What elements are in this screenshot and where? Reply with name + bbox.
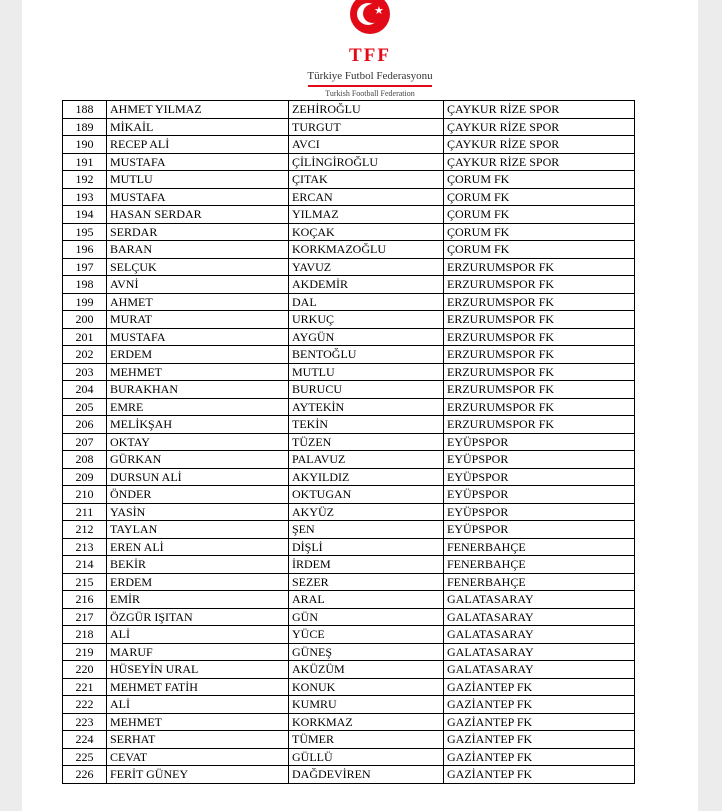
row-number: 220 [63,661,107,679]
surname-cell: AKYÜZ [289,503,444,521]
row-number: 190 [63,136,107,154]
club-cell: ÇORUM FK [444,188,635,206]
row-number: 189 [63,118,107,136]
surname-cell: ARAL [289,591,444,609]
first-name-cell: MEHMET [107,713,289,731]
club-cell: GAZİANTEP FK [444,731,635,749]
surname-cell: ÇİLİNGİROĞLU [289,153,444,171]
surname-cell: AKDEMİR [289,276,444,294]
surname-cell: GÜLLÜ [289,748,444,766]
surname-cell: DAL [289,293,444,311]
club-cell: ERZURUMSPOR FK [444,346,635,364]
surname-cell: ZEHİROĞLU [289,101,444,119]
first-name-cell: ERDEM [107,573,289,591]
club-cell: ÇAYKUR RİZE SPOR [444,136,635,154]
table-row [63,538,635,556]
first-name-cell: OKTAY [107,433,289,451]
club-cell: GALATASARAY [444,661,635,679]
surname-cell: ŞEN [289,521,444,539]
club-cell: FENERBAHÇE [444,538,635,556]
club-cell: EYÜPSPOR [444,486,635,504]
surname-cell: KORKMAZOĞLU [289,241,444,259]
club-cell: ERZURUMSPOR FK [444,311,635,329]
first-name-cell: MUTLU [107,171,289,189]
surname-cell: TURGUT [289,118,444,136]
row-number: 205 [63,398,107,416]
table-row [63,363,635,381]
row-number: 214 [63,556,107,574]
first-name-cell: AHMET [107,293,289,311]
club-cell: GALATASARAY [444,591,635,609]
table-row [63,608,635,626]
surname-cell: TÜZEN [289,433,444,451]
row-number: 216 [63,591,107,609]
first-name-cell: ÖNDER [107,486,289,504]
table-row [63,311,635,329]
row-number: 217 [63,608,107,626]
table-row [63,696,635,714]
club-cell: ÇORUM FK [444,241,635,259]
surname-cell: PALAVUZ [289,451,444,469]
table-row [63,153,635,171]
row-number: 210 [63,486,107,504]
surname-cell: DİŞLİ [289,538,444,556]
row-number: 192 [63,171,107,189]
first-name-cell: EMİR [107,591,289,609]
row-number: 202 [63,346,107,364]
row-number: 198 [63,276,107,294]
row-number: 211 [63,503,107,521]
club-cell: ÇAYKUR RİZE SPOR [444,101,635,119]
surname-cell: AYTEKİN [289,398,444,416]
club-cell: ÇORUM FK [444,171,635,189]
club-cell: ERZURUMSPOR FK [444,381,635,399]
first-name-cell: MURAT [107,311,289,329]
first-name-cell: CEVAT [107,748,289,766]
first-name-cell: HASAN SERDAR [107,206,289,224]
first-name-cell: HÜSEYİN URAL [107,661,289,679]
table-row [63,188,635,206]
club-cell: GALATASARAY [444,626,635,644]
row-number: 212 [63,521,107,539]
first-name-cell: BURAKHAN [107,381,289,399]
surname-cell: DAĞDEVİREN [289,766,444,784]
club-cell: EYÜPSPOR [444,468,635,486]
row-number: 225 [63,748,107,766]
first-name-cell: BEKİR [107,556,289,574]
logo-english-name: Turkish Football Federation [325,89,415,98]
club-cell: ERZURUMSPOR FK [444,258,635,276]
table-row [63,241,635,259]
surname-cell: GÜNEŞ [289,643,444,661]
table-row [63,398,635,416]
row-number: 207 [63,433,107,451]
table-row [63,258,635,276]
club-cell: FENERBAHÇE [444,556,635,574]
first-name-cell: DURSUN ALİ [107,468,289,486]
table-row [63,486,635,504]
table-row [63,521,635,539]
table-row [63,468,635,486]
crescent-star-icon: ★ [350,0,390,34]
first-name-cell: FERİT GÜNEY [107,766,289,784]
table-row [63,136,635,154]
first-name-cell: MİKAİL [107,118,289,136]
table-row [63,573,635,591]
first-name-cell: SERHAT [107,731,289,749]
table-row [63,678,635,696]
surname-cell: BENTOĞLU [289,346,444,364]
first-name-cell: MEHMET [107,363,289,381]
first-name-cell: MUSTAFA [107,328,289,346]
first-name-cell: ALİ [107,626,289,644]
table-row [63,171,635,189]
club-cell: EYÜPSPOR [444,433,635,451]
club-cell: ERZURUMSPOR FK [444,276,635,294]
row-number: 218 [63,626,107,644]
club-cell: ERZURUMSPOR FK [444,416,635,434]
club-cell: EYÜPSPOR [444,503,635,521]
club-cell: GALATASARAY [444,608,635,626]
club-cell: ÇAYKUR RİZE SPOR [444,118,635,136]
club-cell: ÇORUM FK [444,223,635,241]
row-number: 195 [63,223,107,241]
club-cell: GALATASARAY [444,643,635,661]
referee-list-table [62,100,635,784]
row-number: 203 [63,363,107,381]
surname-cell: BURUCU [289,381,444,399]
row-number: 206 [63,416,107,434]
logo-divider [308,85,432,87]
row-number: 204 [63,381,107,399]
club-cell: GAZİANTEP FK [444,766,635,784]
table-row [63,503,635,521]
first-name-cell: MEHMET FATİH [107,678,289,696]
club-cell: ÇORUM FK [444,206,635,224]
logo-full-name: Türkiye Futbol Federasyonu [307,70,433,82]
first-name-cell: GÜRKAN [107,451,289,469]
surname-cell: KUMRU [289,696,444,714]
table-row [63,748,635,766]
tff-logo [302,0,438,99]
row-number: 188 [63,101,107,119]
surname-cell: İRDEM [289,556,444,574]
row-number: 222 [63,696,107,714]
first-name-cell: AVNİ [107,276,289,294]
table-row [63,101,635,119]
surname-cell: AKYILDIZ [289,468,444,486]
table-row [63,643,635,661]
surname-cell: TEKİN [289,416,444,434]
first-name-cell: EMRE [107,398,289,416]
table-row [63,556,635,574]
surname-cell: URKUÇ [289,311,444,329]
table-row [63,416,635,434]
table-row [63,591,635,609]
surname-cell: AYGÜN [289,328,444,346]
logo-abbreviation: TFF [349,45,391,66]
row-number: 215 [63,573,107,591]
surname-cell: OKTUGAN [289,486,444,504]
table-row [63,206,635,224]
surname-cell: ÇITAK [289,171,444,189]
table-row [63,451,635,469]
surname-cell: TÜMER [289,731,444,749]
row-number: 197 [63,258,107,276]
surname-cell: KOÇAK [289,223,444,241]
first-name-cell: SERDAR [107,223,289,241]
club-cell: ERZURUMSPOR FK [444,398,635,416]
first-name-cell: AHMET YILMAZ [107,101,289,119]
surname-cell: ERCAN [289,188,444,206]
first-name-cell: SELÇUK [107,258,289,276]
club-cell: ÇAYKUR RİZE SPOR [444,153,635,171]
club-cell: EYÜPSPOR [444,521,635,539]
row-number: 201 [63,328,107,346]
table-row [63,328,635,346]
row-number: 199 [63,293,107,311]
surname-cell: SEZER [289,573,444,591]
table-row [63,276,635,294]
surname-cell: YILMAZ [289,206,444,224]
surname-cell: GÜN [289,608,444,626]
row-number: 208 [63,451,107,469]
first-name-cell: RECEP ALİ [107,136,289,154]
first-name-cell: ERDEM [107,346,289,364]
row-number: 221 [63,678,107,696]
club-cell: GAZİANTEP FK [444,748,635,766]
first-name-cell: EREN ALİ [107,538,289,556]
first-name-cell: YASİN [107,503,289,521]
surname-cell: KONUK [289,678,444,696]
club-cell: GAZİANTEP FK [444,696,635,714]
surname-cell: MUTLU [289,363,444,381]
row-number: 196 [63,241,107,259]
table-row [63,293,635,311]
club-cell: GAZİANTEP FK [444,713,635,731]
table-row [63,766,635,784]
row-number: 226 [63,766,107,784]
club-cell: FENERBAHÇE [444,573,635,591]
first-name-cell: ALİ [107,696,289,714]
row-number: 191 [63,153,107,171]
row-number: 219 [63,643,107,661]
club-cell: EYÜPSPOR [444,451,635,469]
table-row [63,381,635,399]
row-number: 193 [63,188,107,206]
first-name-cell: ÖZGÜR IŞITAN [107,608,289,626]
table-row [63,223,635,241]
table-row [63,731,635,749]
row-number: 224 [63,731,107,749]
first-name-cell: MELİKŞAH [107,416,289,434]
row-number: 223 [63,713,107,731]
row-number: 194 [63,206,107,224]
table-row [63,661,635,679]
club-cell: ERZURUMSPOR FK [444,293,635,311]
club-cell: ERZURUMSPOR FK [444,363,635,381]
surname-cell: YÜCE [289,626,444,644]
table-row [63,118,635,136]
table-row [63,713,635,731]
surname-cell: AKÜZÜM [289,661,444,679]
surname-cell: YAVUZ [289,258,444,276]
table-row [63,433,635,451]
club-cell: ERZURUMSPOR FK [444,328,635,346]
first-name-cell: TAYLAN [107,521,289,539]
row-number: 209 [63,468,107,486]
first-name-cell: MUSTAFA [107,188,289,206]
surname-cell: KORKMAZ [289,713,444,731]
table-row [63,626,635,644]
first-name-cell: BARAN [107,241,289,259]
table-row [63,346,635,364]
first-name-cell: MARUF [107,643,289,661]
first-name-cell: MUSTAFA [107,153,289,171]
row-number: 200 [63,311,107,329]
surname-cell: AVCI [289,136,444,154]
row-number: 213 [63,538,107,556]
club-cell: GAZİANTEP FK [444,678,635,696]
